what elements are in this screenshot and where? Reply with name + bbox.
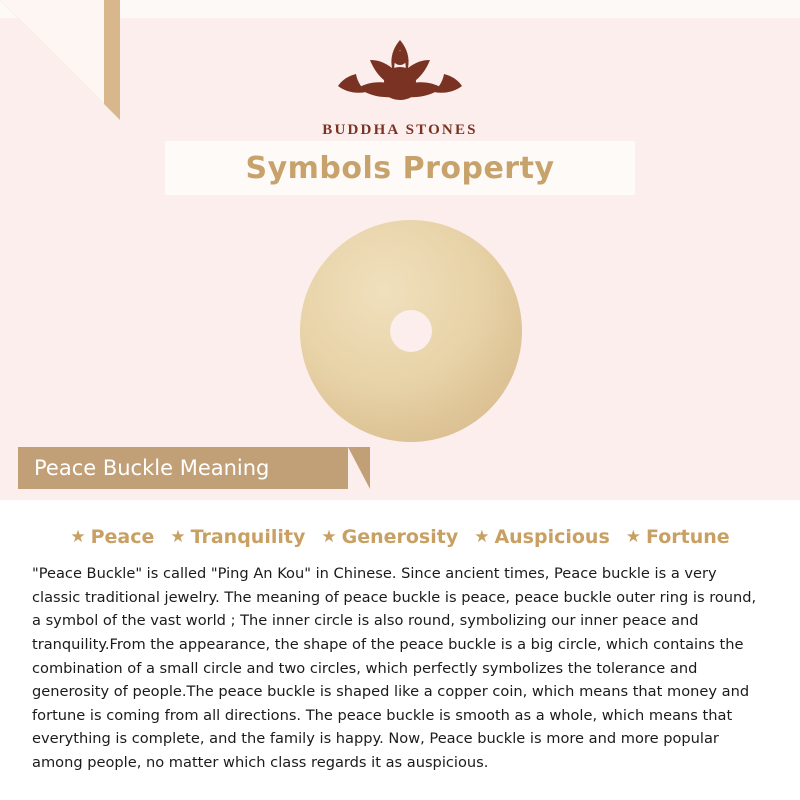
keyword-label: Peace bbox=[90, 526, 155, 548]
peace-buckle-disc bbox=[300, 220, 522, 442]
content-panel bbox=[0, 500, 800, 800]
keyword-item bbox=[626, 526, 730, 548]
brand-block bbox=[0, 22, 800, 139]
product-image-area bbox=[0, 210, 800, 460]
star-icon: ★ bbox=[70, 526, 86, 547]
lotus-meditation-icon bbox=[310, 22, 490, 118]
keyword-label: Auspicious bbox=[494, 526, 610, 548]
keyword-item bbox=[70, 526, 154, 548]
peace-buckle-hole bbox=[390, 310, 432, 352]
section-ribbon-label: Peace Buckle Meaning bbox=[34, 456, 270, 480]
keyword-label: Tranquility bbox=[190, 526, 306, 548]
keyword-item bbox=[474, 526, 610, 548]
star-icon: ★ bbox=[321, 526, 337, 547]
keyword-label: Generosity bbox=[341, 526, 459, 548]
star-icon: ★ bbox=[474, 526, 490, 547]
description-paragraph: "Peace Buckle" is called "Ping An Kou" in Chinese. Since ancient times, Peace buckle is a very classic traditional jewelry. The meaning of peace buckle is peace, peace buckle outer ring is round, a symbol of the vast world ; The inner circle is also round, symbolizing our inner peace and tranquility.From the appearance, the shape of the peace buckle is a big circle, which contains the combination of a small circle and two circles, which perfectly symbolizes the tolerance and generosity of people.The peace buckle is shaped like a copper coin, which means that money and fortune is coming from all directions. The peace buckle is smooth as a whole, which means that everything is complete, and the family is happy. Now, Peace buckle is more and more popular among people, no matter which class regards it as auspicious. bbox=[32, 565, 757, 772]
brand-name: BUDDHA STONES bbox=[322, 122, 478, 138]
section-ribbon bbox=[18, 447, 348, 489]
section-ribbon-tail bbox=[348, 447, 370, 489]
star-icon: ★ bbox=[625, 526, 642, 547]
title-ribbon bbox=[165, 141, 635, 195]
keyword-list bbox=[0, 500, 800, 548]
keyword-item bbox=[321, 526, 458, 548]
keyword-label: Fortune bbox=[646, 526, 730, 548]
page-title: Symbols Property bbox=[245, 150, 555, 186]
top-white-strip bbox=[0, 0, 800, 18]
star-icon: ★ bbox=[170, 526, 186, 547]
keyword-item bbox=[170, 526, 305, 548]
